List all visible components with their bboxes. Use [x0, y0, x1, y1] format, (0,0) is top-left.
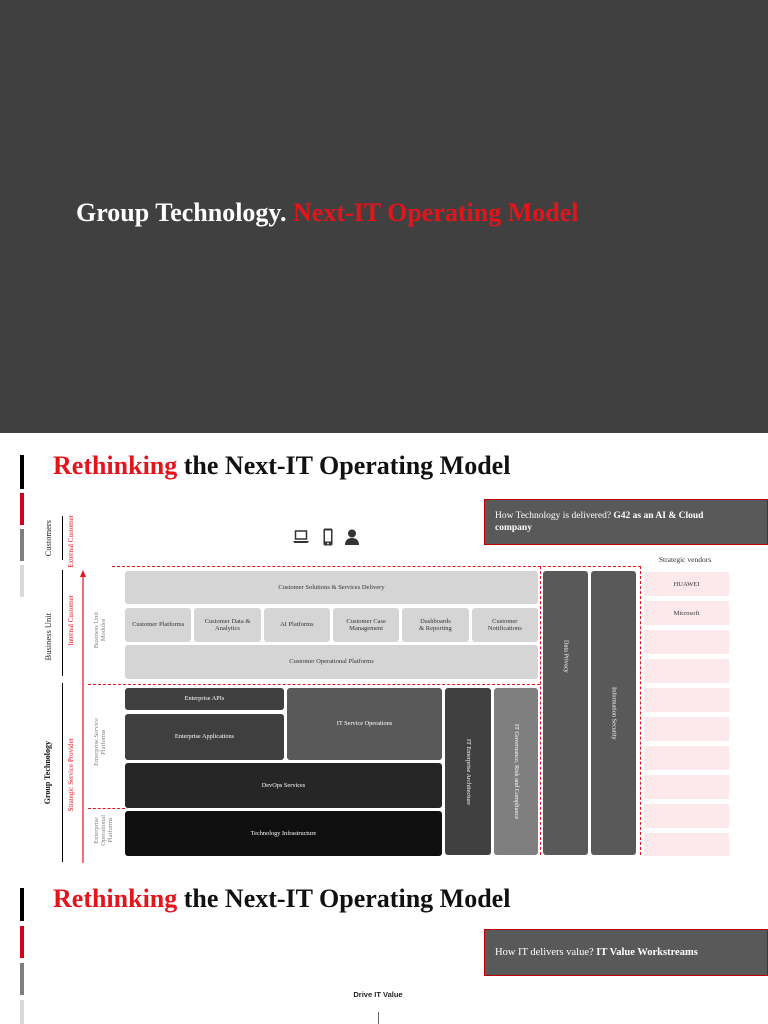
user-icon: [345, 529, 359, 550]
devops-services-box: [125, 763, 442, 808]
layer-label-line: Enterprise: [92, 816, 100, 844]
strategic-vendors-label: Strategic vendors: [658, 555, 712, 564]
layer-label-line: Enterprise Service: [93, 718, 100, 766]
slide-title-accent: Rethinking: [53, 884, 178, 913]
module-label: & Reporting: [419, 625, 452, 632]
tier-business-unit: [42, 593, 54, 681]
it-enterprise-architecture-box: [445, 688, 491, 855]
slide-marker-bar-light: [20, 1000, 24, 1024]
layer-label-line: Business Unit: [93, 611, 100, 649]
layer-bu-modules-label: [93, 612, 107, 648]
laptop-icon: [293, 530, 309, 549]
tier-divider-line: [62, 516, 63, 560]
callout-lead: How Technology is delivered?: [495, 511, 612, 521]
module-label: Management: [349, 625, 384, 632]
it-enterprise-architecture-label: IT Enterprise Architecture: [464, 738, 472, 805]
it-service-operations-box: [287, 688, 442, 760]
slide-marker-bar-black: [20, 888, 24, 921]
module-customer-case-management: [333, 608, 399, 642]
cover-slide: [0, 0, 768, 433]
layer-service-platforms-label: [93, 718, 107, 766]
enterprise-applications-box: [125, 714, 284, 760]
technology-infrastructure-label: Technology Infrastructure: [250, 829, 317, 837]
module-label: Dashboards: [420, 617, 451, 625]
value-slide: [0, 866, 768, 1024]
role-internal-label: Internal Customer: [67, 594, 75, 646]
column-divider-dashed: [640, 566, 641, 855]
module-customer-platforms: [125, 608, 191, 642]
vendor-slot: [644, 659, 729, 683]
vendor-slot: [644, 630, 729, 654]
layer-divider-dashed: [88, 808, 125, 809]
vendor-slot: [644, 746, 729, 770]
role-provider-label: Strategic Service Provider: [67, 738, 75, 812]
layer-label-line: Modules: [100, 618, 107, 642]
information-security-box: [591, 571, 636, 855]
customer-operational-platforms-box: [125, 645, 538, 679]
tier-group-technology-label: Group Technology: [43, 741, 52, 805]
callout-text: [495, 510, 713, 534]
phone-icon: [323, 528, 333, 551]
diagram-connector-line: [378, 1012, 379, 1024]
module-customer-data-analytics: [194, 608, 260, 642]
module-ai-platforms: [264, 608, 330, 642]
role-external-customer: [66, 511, 76, 571]
module-label: Notifications: [487, 625, 522, 632]
slide-marker-bar-light: [20, 565, 24, 597]
role-service-provider: [66, 730, 76, 820]
layer-service-platforms: [92, 715, 108, 769]
slide-title-rest: the Next-IT Operating Model: [183, 451, 511, 480]
layer-operational-platforms-label: [93, 815, 114, 846]
layer-bu-modules: [92, 600, 108, 660]
tier-divider-line: [62, 683, 63, 862]
slide-marker-bar-red: [20, 493, 24, 525]
module-label: Customer Case: [346, 617, 386, 625]
enterprise-apis-label: Enterprise APIs: [184, 695, 225, 703]
callout-emphasis: G42 as an AI & Cloud company: [495, 511, 704, 533]
role-internal-customer: [66, 590, 76, 650]
module-label: Customer: [492, 617, 518, 625]
layer-label-line: Operational: [99, 814, 107, 846]
technology-infrastructure-box: [125, 811, 442, 856]
enterprise-applications-label: Enterprise Applications: [174, 733, 235, 741]
operating-model-slide: [0, 433, 768, 866]
module-label: AI Platforms: [279, 621, 314, 629]
customer-operational-platforms-label: Customer Operational Platforms: [289, 658, 374, 666]
layer-divider-dashed: [88, 684, 540, 685]
bu-modules-row: [125, 608, 538, 642]
slide-title: [53, 884, 510, 914]
cover-title-accent: Next-IT Operating Model: [293, 198, 579, 227]
slide-marker-bar-black: [20, 455, 24, 489]
it-service-operations-label: IT Service Operations: [336, 720, 393, 728]
vendor-name: Microsoft: [673, 609, 700, 617]
it-governance-box: [494, 688, 538, 855]
vendor-slot: [644, 775, 729, 799]
module-dashboards-reporting: [402, 608, 468, 642]
slide-title: [53, 451, 510, 481]
vendor-slot: [644, 717, 729, 741]
layer-label-line: Platforms: [106, 817, 114, 843]
tier-business-unit-label: Business Unit: [43, 613, 53, 661]
tier-group-technology: [42, 723, 54, 823]
slide-title-accent: Rethinking: [53, 451, 178, 480]
vendor-slot: [644, 804, 729, 828]
tier-customers: [42, 516, 54, 560]
data-privacy-box: [543, 571, 588, 855]
drive-it-value-label: Drive IT Value: [353, 990, 403, 999]
callout-lead: How IT delivers value?: [495, 947, 594, 958]
slide-marker-bar-gray: [20, 963, 24, 995]
slide-title-rest: the Next-IT Operating Model: [183, 884, 511, 913]
cover-title-main: Group Technology.: [76, 198, 287, 227]
enterprise-apis-box: [125, 688, 284, 710]
tier-customers-label: Customers: [43, 519, 53, 557]
module-label: Customer Data &: [204, 617, 251, 625]
role-external-label: External Customer: [67, 514, 75, 568]
it-governance-label: IT Governance, Risk and Compliance: [512, 723, 520, 820]
callout-box: [484, 929, 768, 976]
cover-title: [76, 198, 579, 228]
data-privacy-label: Data Privacy: [562, 640, 570, 673]
slide-marker-bar-red: [20, 926, 24, 958]
solutions-delivery-label: Customer Solutions & Services Delivery: [278, 583, 385, 591]
module-label: Analytics: [215, 625, 240, 632]
column-divider-dashed: [540, 566, 541, 855]
layer-divider-dashed: [112, 566, 641, 567]
callout-emphasis: IT Value Workstreams: [596, 947, 698, 958]
vendor-slot: [644, 688, 729, 712]
vendor-slot: [644, 572, 729, 596]
vendor-slot: [644, 601, 729, 625]
module-customer-notifications: [472, 608, 538, 642]
layer-label-line: Platforms: [100, 729, 107, 755]
information-security-label: Information Security: [610, 686, 618, 740]
vendor-name: HUAWEI: [673, 580, 700, 588]
up-arrow-icon: [79, 570, 87, 863]
solutions-delivery-box: [125, 571, 538, 604]
layer-operational-platforms: [90, 805, 116, 855]
callout-text: [495, 946, 698, 959]
module-label: Customer Platforms: [132, 621, 185, 629]
tier-divider-line: [62, 570, 63, 676]
vendor-slot: [644, 833, 729, 856]
slide-marker-bar-gray: [20, 529, 24, 561]
callout-box: [484, 499, 768, 545]
devops-services-label: DevOps Services: [261, 781, 306, 789]
